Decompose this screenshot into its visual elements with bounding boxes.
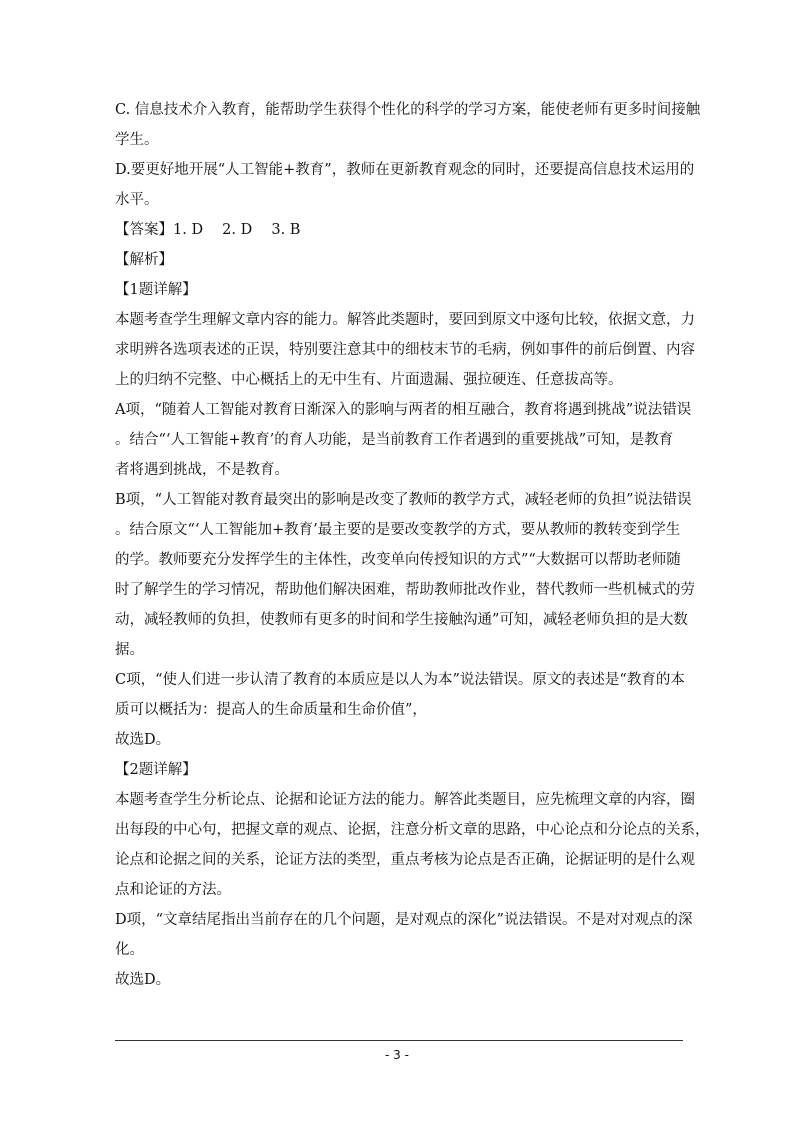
text-line: A项，“随着人工智能对教育日渐深入的影响与两者的相互融合，教育将遇到挑战”说法错误: [115, 402, 692, 418]
text-line: 论点和论据之间的关系，论证方法的类型，重点考核为论点是否正确，论据证明的是什么观: [115, 852, 695, 868]
text-line: C项，“使人们进一步认清了教育的本质应是以人为本”说法错误。原文的表述是“教育的本: [115, 672, 685, 688]
text-line: 求明辨各选项表述的正误，特别要注意其中的细枝末节的毛病，例如事件的前后倒置、内容: [115, 342, 695, 358]
text-line: 故选D。: [115, 732, 171, 748]
text-line: D项，“文章结尾指出当前存在的几个问题，是对观点的深化”说法错误。不是对对观点的深: [115, 912, 693, 928]
text-line: D.要更好地开展“人工智能+教育”，教师在更新教育观念的同时，还要提高信息技术运用的: [115, 162, 695, 178]
text-line: 据。: [115, 642, 144, 658]
text-line: 质可以概括为：提高人的生命质量和生命价值”，: [115, 702, 427, 718]
text-line: 【1题详解】: [115, 282, 197, 298]
text-line: 出每段的中心句，把握文章的观点、论据，注意分析文章的思路，中心论点和分论点的关系，: [115, 822, 710, 838]
text-line: 【答案】1. D 2. D 3. B: [115, 222, 301, 238]
text-line: 。结合“‘人工智能+教育’的育人功能，是当前教育工作者遇到的重要挑战”可知，是教育: [115, 432, 674, 448]
text-line: 的学。教师要充分发挥学生的主体性，改变单向传授知识的方式”“大数据可以帮助老师随: [115, 552, 681, 568]
text-line: 水平。: [115, 192, 159, 208]
text-line: 学生。: [115, 132, 159, 148]
text-line: 上的归纳不完整、中心概括上的无中生有、片面遗漏、强拉硬连、任意拔高等。: [115, 372, 623, 388]
text-line: C. 信息技术介入教育，能帮助学生获得个性化的科学的学习方案，能使老师有更多时间接触: [115, 102, 701, 118]
text-line: 点和论证的方法。: [115, 882, 231, 898]
text-line: 者将遇到挑战，不是教育。: [115, 462, 289, 478]
text-line: 本题考查学生理解文章内容的能力。解答此类题时，要回到原文中逐句比较，依据文意，力: [115, 312, 695, 328]
footer-divider: [115, 1040, 683, 1041]
text-line: 故选D。: [115, 972, 171, 988]
text-line: 本题考查学生分析论点、论据和论证方法的能力。解答此类题目，应先梳理文章的内容，圈: [115, 792, 695, 808]
text-line: 动，减轻教师的负担，使教师有更多的时间和学生接触沟通”可知，减轻老师负担的是大数: [115, 612, 688, 628]
text-line: 化。: [115, 942, 144, 958]
page-number: - 3 -: [385, 1048, 409, 1062]
text-line: 【解析】: [115, 252, 173, 268]
text-line: 。结合原文“‘人工智能加+教育’最主要的是要改变教学的方式，要从教师的教转变到学生: [115, 522, 681, 538]
text-line: B项，“人工智能对教育最突出的影响是改变了教师的教学方式，减轻老师的负担”说法错误: [115, 492, 692, 508]
text-line: 时了解学生的学习情况，帮助他们解决困难，帮助教师批改作业，替代教师一些机械式的劳: [115, 582, 695, 598]
text-line: 【2题详解】: [115, 762, 197, 778]
